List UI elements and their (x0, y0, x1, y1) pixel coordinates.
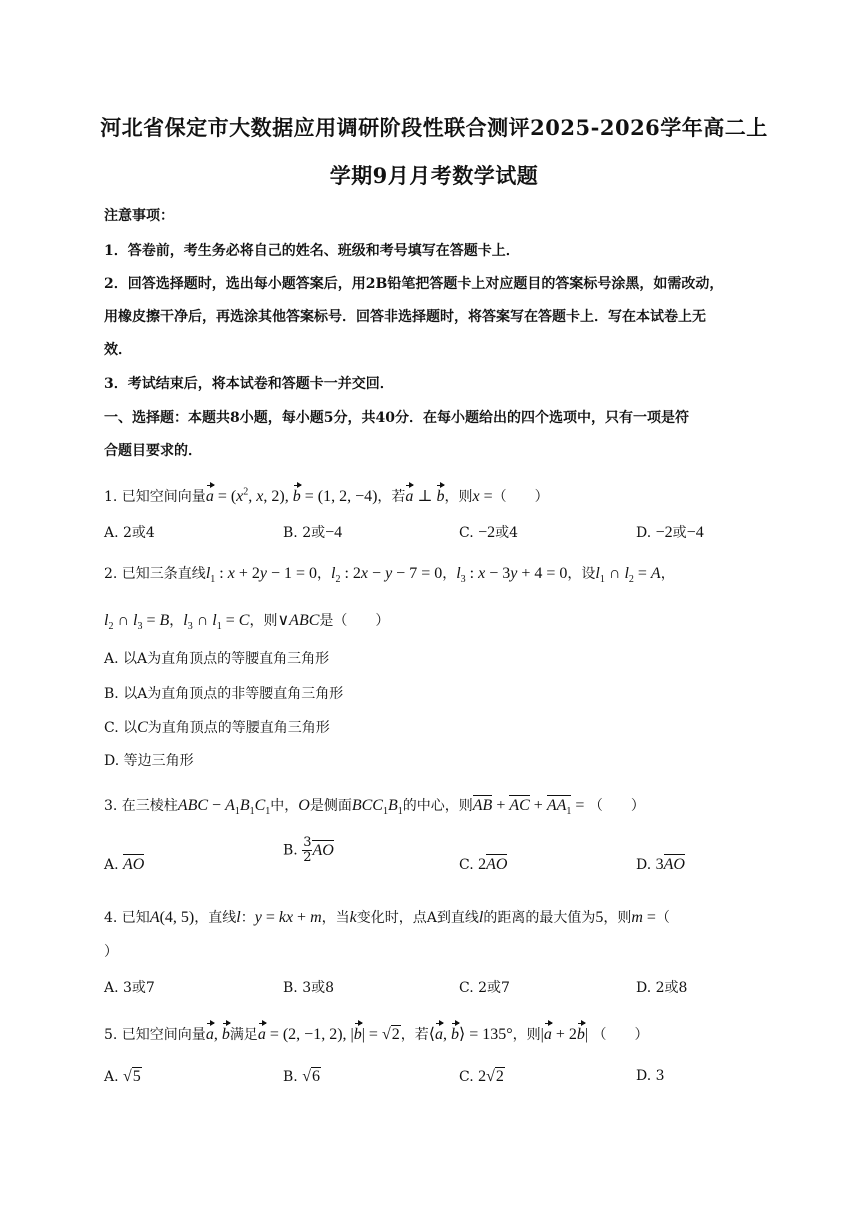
q2-option-a: A. 以A为直角顶点的等腰直角三角形 (104, 651, 330, 667)
q2-option-d: D. 等边三角形 (104, 753, 194, 769)
q5-option-c: C. 2√2 (459, 1068, 504, 1085)
note-2b: 用橡皮擦干净后，再选涂其他答案标号．回答非选择题时，将答案写在答题卡上．写在本试卷上无 (104, 309, 706, 325)
question-2-line-1: 2. 已知三条直线$l_1$ : x + 2y − 1 = 0，$l_2$ : 2x − y − 7 = 0，$l_3$ : x − 3y + 4 = 0，设$l_1$ ∩ $l_2 = A$， (104, 565, 675, 586)
question-4: 4. 已知A(4, 5)，直线l：y = kx + m，当k变化时，点A到直线l的距离的最大值为5，则m =（ (104, 909, 670, 926)
section-1-line-1: 一、选择题：本题共8小题，每小题5分，共40分．在每小题给出的四个选项中，只有一项是符 (104, 410, 689, 426)
q4-option-c: C. 2或7 (459, 980, 510, 996)
q5-option-b: B. √6 (283, 1068, 320, 1085)
q4-option-b: B. 3或8 (283, 980, 335, 996)
q4-option-a: A. 3或7 (104, 980, 155, 996)
note-2a: 2．回答选择题时，选出每小题答案后，用2B铅笔把答题卡上对应题目的答案标号涂黑，如需改动， (104, 276, 724, 292)
notes-heading: 注意事项： (104, 208, 174, 224)
q1-option-c: C. −2或4 (459, 524, 519, 541)
q2-option-b: B. 以A为直角顶点的非等腰直角三角形 (104, 686, 344, 702)
q3-option-a: A. AO (104, 856, 145, 873)
q1-option-a: A. 2或4 (104, 525, 155, 541)
note-1: 1．答卷前，考生务必将自己的姓名、班级和考号填写在答题卡上． (104, 243, 520, 259)
q3-option-c: C. 2AO (459, 856, 508, 873)
q3-option-b: B. $\frac{3}{2}$ AO (283, 835, 334, 865)
section-1-line-2: 合题目要求的． (104, 443, 202, 459)
q5-option-a: A. √5 (104, 1068, 141, 1085)
q1-option-d: D. −2或−4 (636, 524, 704, 541)
title-line-1: 河北省保定市大数据应用调研阶段性联合测评2025-2026学年高二上 (100, 115, 768, 140)
note-3: 3．考试结束后，将本试卷和答题卡一并交回． (104, 376, 394, 392)
question-4-close: ） (104, 944, 118, 960)
title-line-2: 学期9月月考数学试题 (329, 163, 539, 188)
q4-option-d: D. 2或8 (636, 980, 688, 996)
question-2-line-2: $l_2$ ∩ $l_3 = B$，$l_3$ ∩ $l_1 = C$，则∨ABC是（ ） (104, 612, 390, 633)
q5-option-d: D. 3 (636, 1068, 665, 1084)
question-5: 5. 已知空间向量a, b满足a = (2, −1, 2), |b| = √2，若⟨a, b⟩ = 135°，则|a + 2b| （ ） (104, 1026, 649, 1043)
question-3: 3. 在三棱柱ABC − $A_1B_1C_1$中，O是侧面$BCC_1B_1$的中心，则AB + AC + $AA_1$ = （ ） (104, 797, 645, 818)
q3-option-d: D. 3AO (636, 856, 685, 873)
note-2c: 效． (104, 342, 132, 358)
q1-option-b: B. 2或−4 (283, 524, 343, 541)
question-1: 1. 已知空间向量$a = (x^2$, x, 2), b = (1, 2, −4)，若a ⊥ b，则x =（ ） (104, 486, 549, 505)
q2-option-c: C. 以C为直角顶点的等腰直角三角形 (104, 719, 330, 736)
